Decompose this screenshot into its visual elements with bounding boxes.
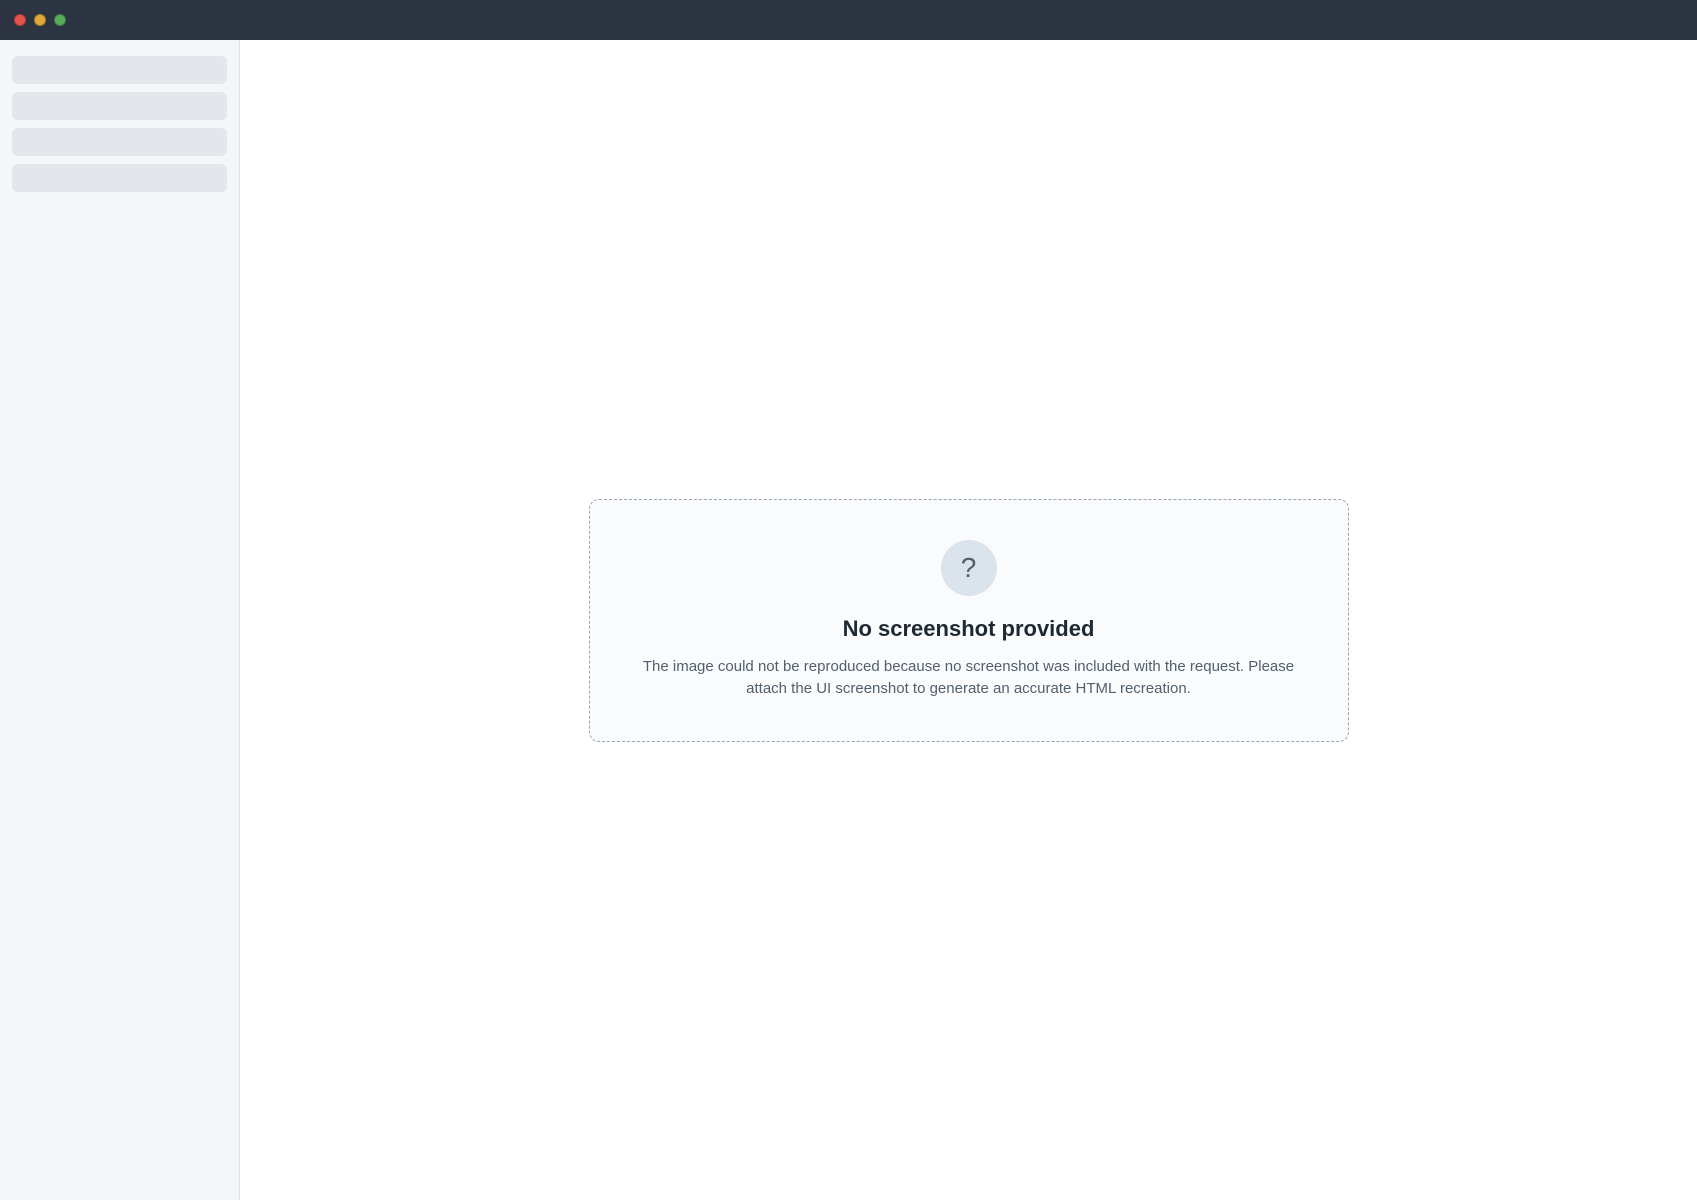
sidebar-placeholder bbox=[0, 40, 240, 1200]
sidebar-placeholder-item bbox=[12, 164, 227, 192]
notice-message: The image could not be reproduced because no screenshot was included with the request. Please attach the UI screenshot to generate an accurate HTML recreation. bbox=[642, 657, 1295, 697]
sidebar-placeholder-item bbox=[12, 56, 227, 84]
sidebar-placeholder-item bbox=[12, 92, 227, 120]
maximize-icon[interactable] bbox=[54, 14, 66, 26]
missing-image-notice bbox=[589, 499, 1349, 742]
notice-heading: No screenshot provided bbox=[842, 615, 1095, 641]
image-missing-icon: ? bbox=[941, 540, 997, 596]
window-controls bbox=[14, 14, 66, 26]
sidebar-placeholder-item bbox=[12, 128, 227, 156]
window-body bbox=[0, 40, 1697, 1200]
close-icon[interactable] bbox=[14, 14, 26, 26]
main-content bbox=[240, 40, 1697, 1200]
title-bar bbox=[0, 0, 1697, 40]
minimize-icon[interactable] bbox=[34, 14, 46, 26]
